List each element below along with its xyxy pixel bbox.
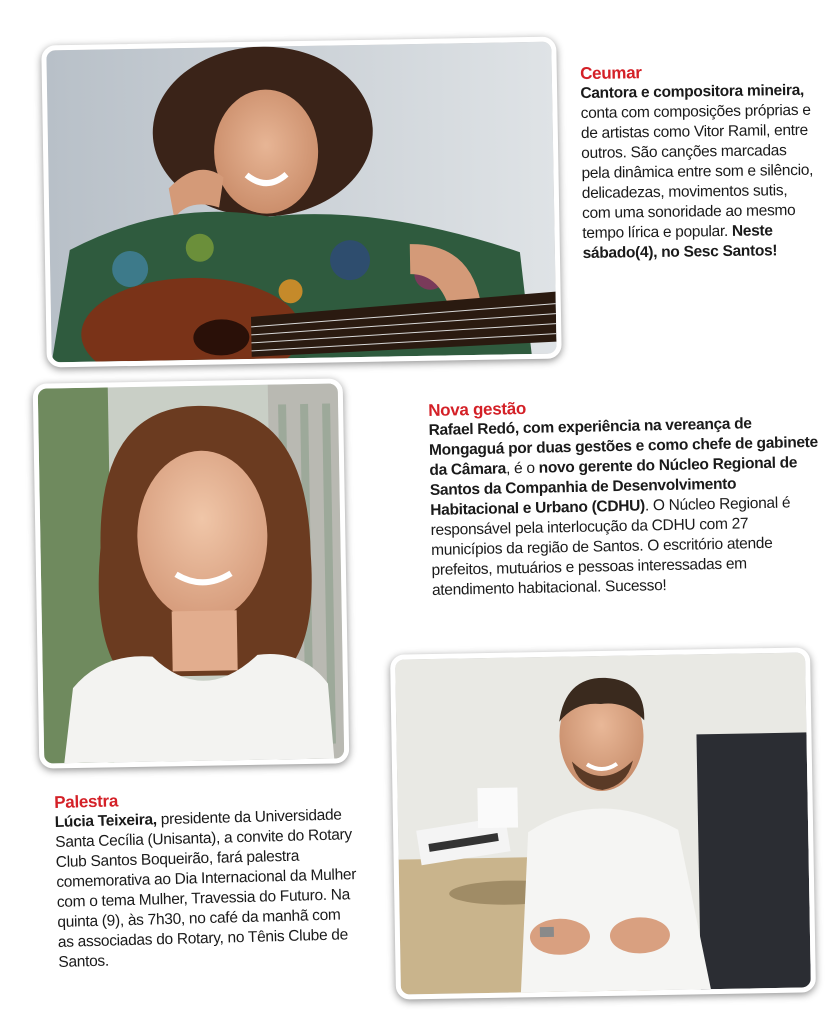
palestra-article (54, 785, 359, 973)
nova-gestao-lead: Rafael Redó, com experiência na vereança de Mongaguá por duas gestões e como chefe de gabinete da Câmara (428, 415, 819, 479)
palestra-body: presidente da Universidade Santa Cecília (Unisanta), a convite do Rotary Club Santos Boqueirão, fará palestra comemorativa ao Dia Internacional da Mulher com o tema Mulher, Travessia do Futuro. Na quinta (9), às 7h30, no café da manhã com as associadas do Rotary, no Tênis Clube de Santos. (55, 806, 357, 971)
ceumar-article (580, 61, 815, 264)
ceumar-closing: Neste sábado(4), no Sesc Santos! (582, 222, 778, 262)
rafael-redo-photo (390, 647, 816, 999)
palestra-heading: Palestra (54, 791, 119, 812)
ceumar-body: conta com composições próprias e de artistas como Vitor Ramil, entre outros. São canções marcadas pela dinâmica entre som e silêncio, delicadezas, movimentos sutis, com uma sonoridade ao mesmo tempo lírica e popular. (580, 101, 814, 242)
nova-gestao-role: novo gerente do Núcleo Regional de Santos da Companhia de Desenvolvimento Habitacional e Urbano (CDHU) (429, 454, 798, 519)
ceumar-heading: Ceumar (580, 63, 642, 83)
nova-gestao-article (428, 393, 822, 601)
ceumar-photo (41, 37, 562, 368)
lucia-teixeira-photo (33, 378, 350, 768)
nova-gestao-body: . O Núcleo Regional é responsável pela interlocução da CDHU com 27 municípios da região de Santos. O escritório atende prefeitos, mutuários e pessoas interessadas em atendimento habitacional. Sucesso! (430, 494, 791, 599)
nova-gestao-heading: Nova gestão (428, 398, 527, 420)
ceumar-lead: Cantora e compositora mineira, (580, 81, 805, 102)
nova-gestao-connector: , é o (505, 459, 539, 478)
palestra-lead: Lúcia Teixeira, (54, 811, 158, 831)
